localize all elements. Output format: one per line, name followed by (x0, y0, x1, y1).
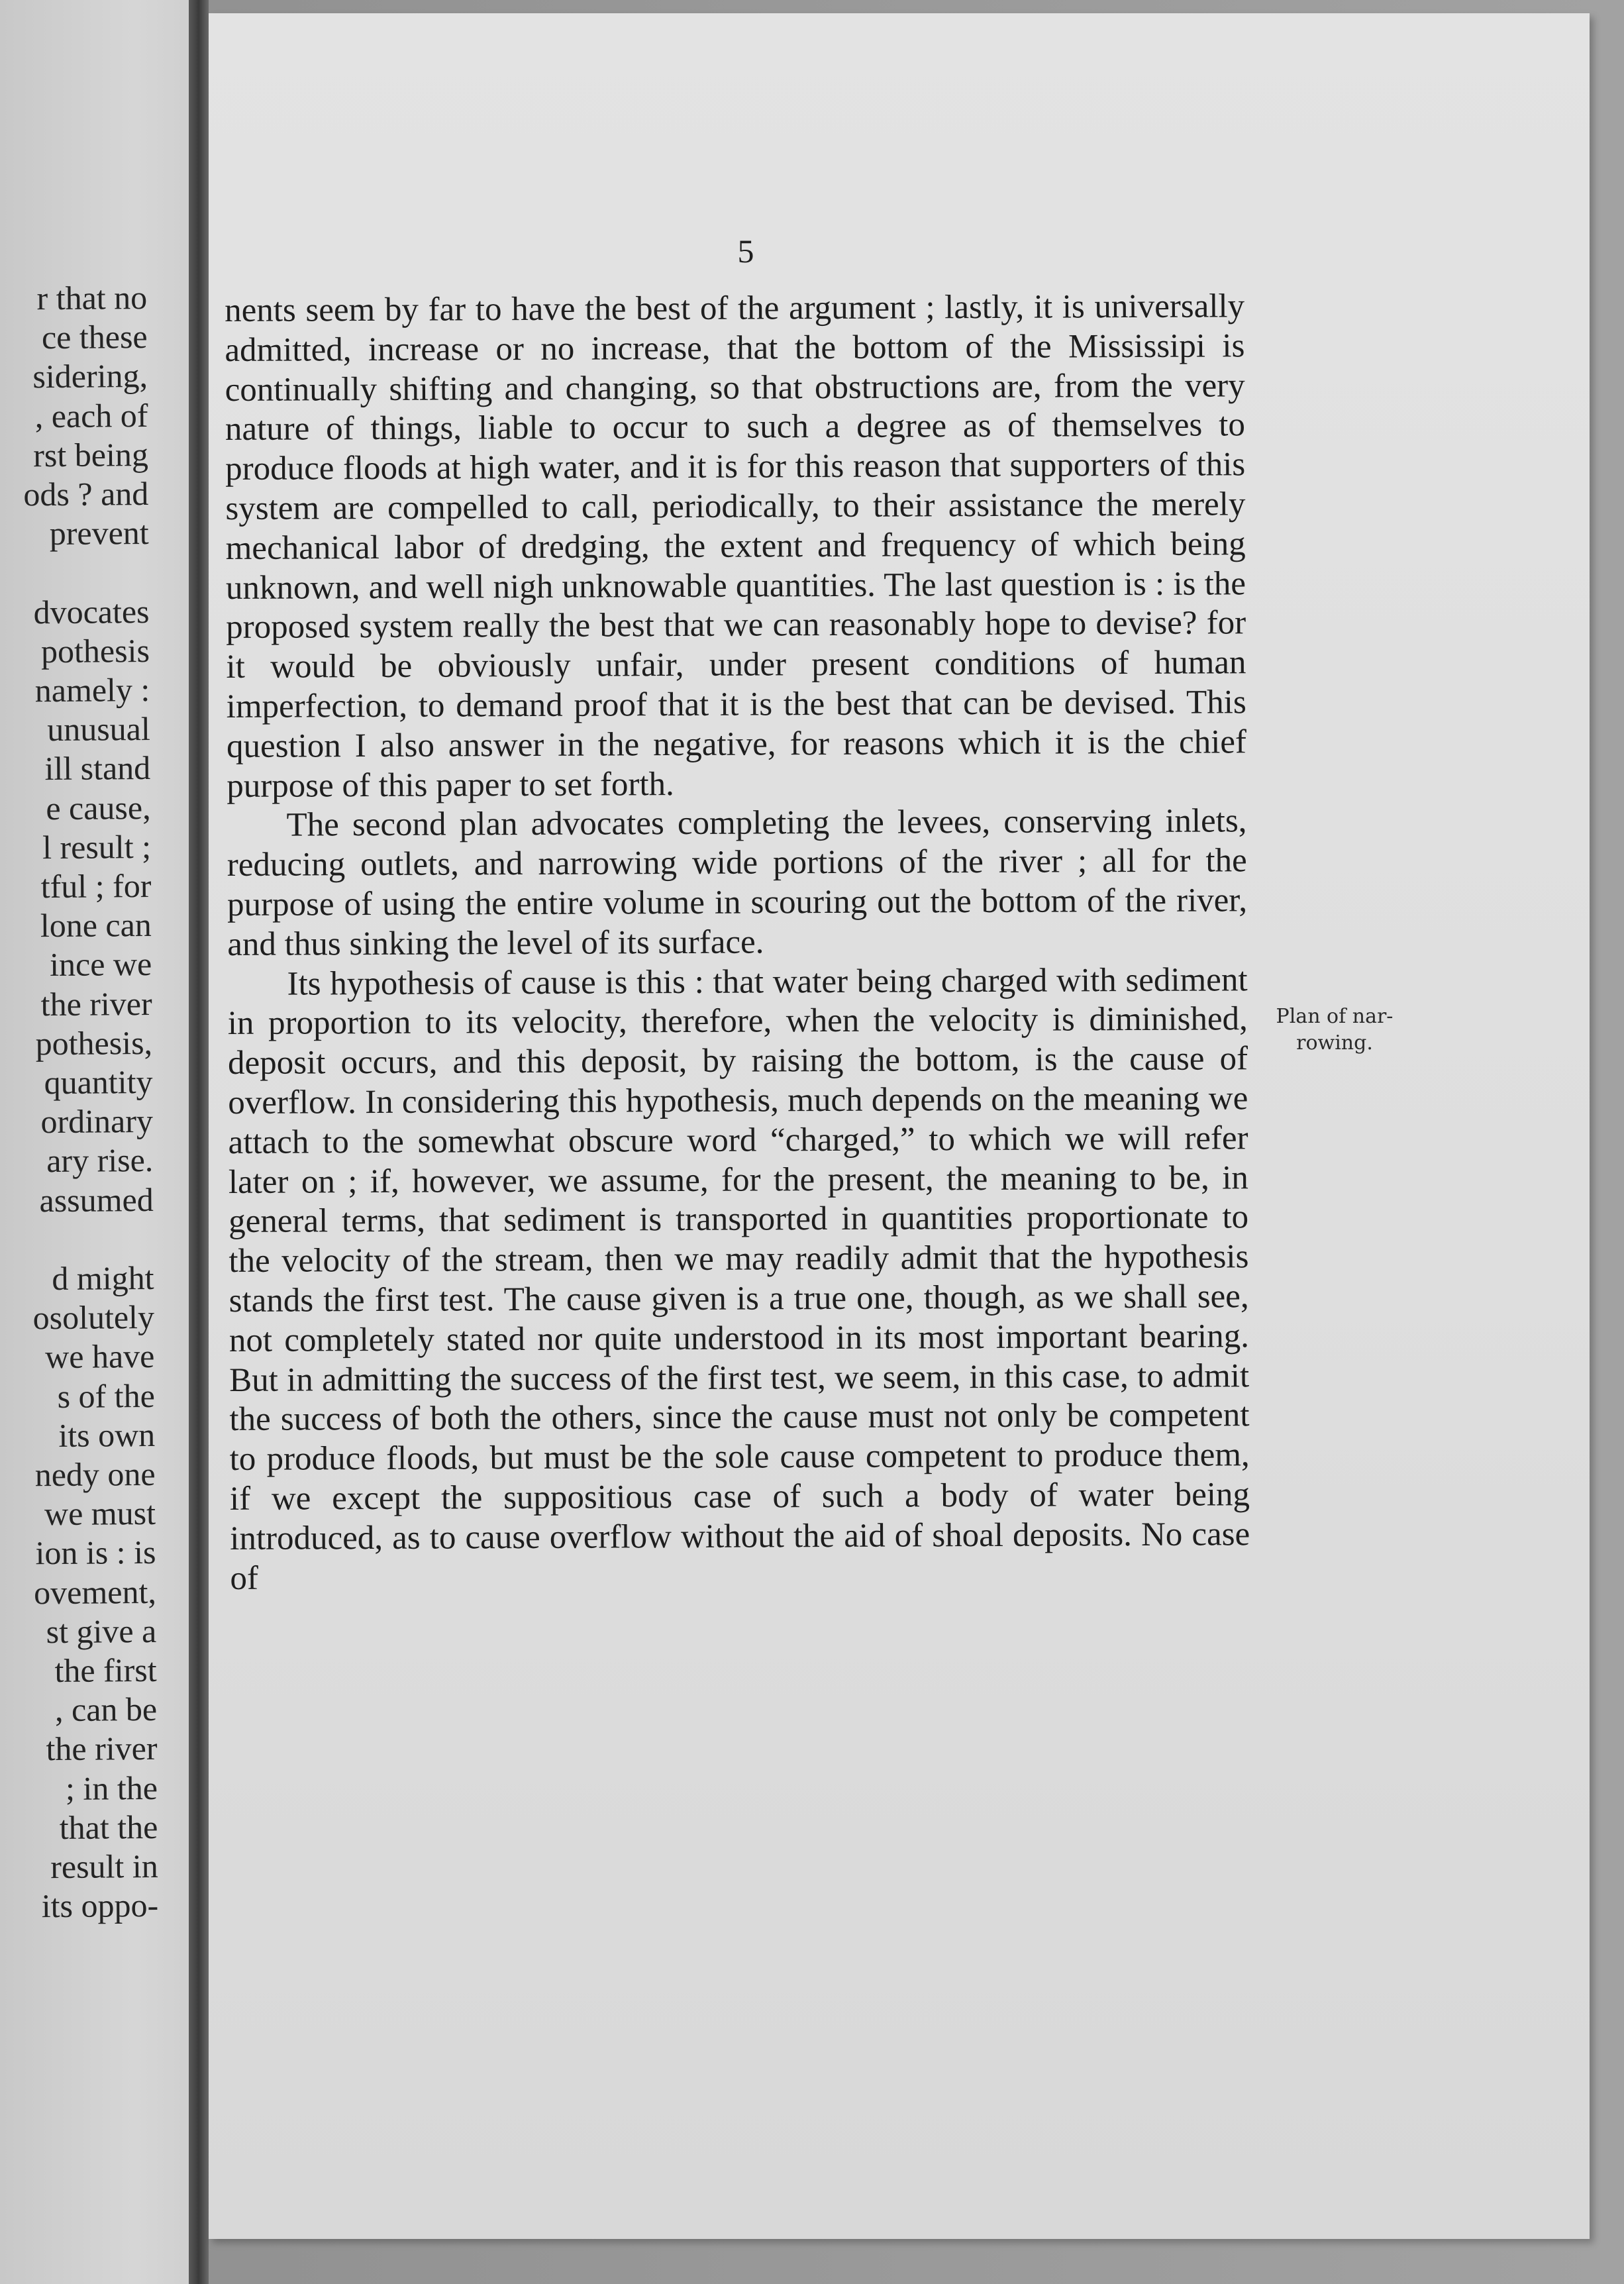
facing-page-line: quantity (44, 1063, 153, 1102)
facing-page-line-gap (0, 1220, 154, 1260)
facing-page-line: osolutely (32, 1298, 155, 1337)
facing-page-line: assumed (39, 1180, 154, 1219)
facing-page-line: the first (54, 1651, 157, 1690)
page-number: 5 (737, 233, 754, 270)
facing-page-line: lone can (40, 906, 152, 945)
facing-page-line: ce these (41, 318, 148, 356)
margin-note-line-1: Plan of nar- (1276, 1005, 1394, 1028)
facing-page-line: its own (58, 1416, 156, 1454)
facing-page-edge (0, 0, 193, 2284)
margin-note (1245, 1004, 1424, 1057)
facing-page-line: result in (50, 1847, 158, 1886)
facing-page-line: l result ; (42, 827, 152, 866)
facing-page-line: rst being (33, 435, 149, 474)
facing-page-line: pothesis (40, 631, 150, 670)
facing-page-line: ary rise. (46, 1141, 154, 1180)
facing-page-line: ince we (49, 945, 152, 984)
book-gutter (189, 0, 209, 2284)
facing-page-text-fragments (0, 278, 158, 1927)
body-text (225, 287, 1250, 1598)
facing-page-line: e cause, (46, 788, 151, 827)
facing-page-line: we must (44, 1494, 156, 1533)
facing-page-line: tful ; for (40, 867, 152, 906)
paragraph-2: The second plan advocates completing the levees, conserving inlets, reducing outlets, and narrowing wide portions of the river ; all for the purpose of using the entire volume in scouring out the bottom of the river, and thus sinking the level of its surface. (227, 802, 1248, 963)
facing-page-line: that the (59, 1808, 158, 1846)
facing-page-line: the river (46, 1730, 158, 1768)
facing-page-line: ill stand (44, 749, 151, 788)
facing-page-line: ods ? and (23, 475, 149, 513)
facing-page-line: the river (40, 984, 152, 1023)
facing-page-line: ; in the (65, 1769, 158, 1807)
facing-page-line: , can be (54, 1690, 158, 1729)
facing-page-line: pothesis, (35, 1023, 153, 1063)
paragraph-1: nents seem by far to have the best of the argument ; lastly, it is universally admitted, increase or no increase, that the bottom of the Mississipi is continually shifting and changing, so that obstructions are, from the very nature of things, liable to occur to such a degree as of themselves to produce floods at high water, and it is for this reason that supporters of this system are compelled to call, periodically, to their assistance the merely mechanical labor of dredging, the extent and frequency of which being unknown, and well nigh unknowable quantities. The last question is : is the proposed system really the best that we can reasonably hope to devise? for it would be obviously unfair, under present conditions of human imperfection, to demand proof that it is the best that can be devised. This question I also answer in the negative, for reasons which it is the chief purpose of this paper to set forth. (225, 287, 1247, 805)
facing-page-line: ion is : is (35, 1533, 156, 1572)
facing-page-line: r that no (36, 278, 148, 317)
facing-page-line-gap (0, 552, 149, 593)
facing-page-line: ordinary (40, 1102, 154, 1141)
facing-page-line: s of the (57, 1376, 155, 1415)
facing-page-line: , each of (34, 396, 148, 435)
facing-page-line: we have (44, 1337, 155, 1376)
facing-page-line: its oppo- (41, 1887, 159, 1925)
paragraph-3: Its hypothesis of cause is this : that water being charged with sediment in proportion to its velocity, therefore, when the velocity is diminished, deposit occurs, and this deposit, by raising the bottom, is the cause of overflow. In considering this hypothesis, much depends on the meaning we attach to the somewhat obscure word “charged,” to which we will refer later on ; if, however, we assume, for the present, the meaning to be, in general terms, that sediment is transported in quantities proportionate to the velocity of the stream, then we may readily admit that the hypothesis stands the first test. The cause given is a true one, though, as we shall see, not completely stated nor quite understood in its most important bearing. But in admitting the success of the first test, we seem, in this case, to admit the success of both the others, since the cause must not only be competent to produce floods, but must be the sole cause competent to produce them, if we except the suppositious case of such a body of water being introduced, as to cause overflow without the aid of shoal deposits. No case of (227, 960, 1250, 1597)
document-page (209, 13, 1590, 2239)
facing-page-line: st give a (46, 1612, 157, 1650)
facing-page-line: d might (52, 1259, 154, 1298)
margin-note-line-2: rowing. (1296, 1031, 1373, 1055)
facing-page-line: ovement, (33, 1573, 157, 1611)
facing-page-line: dvocates (33, 592, 150, 631)
facing-page-line: nedy one (34, 1455, 156, 1494)
facing-page-line: namely : (34, 671, 150, 709)
facing-page-line: prevent (49, 514, 149, 552)
facing-page-line: sidering, (32, 357, 148, 395)
facing-page-line: unusual (47, 710, 150, 749)
